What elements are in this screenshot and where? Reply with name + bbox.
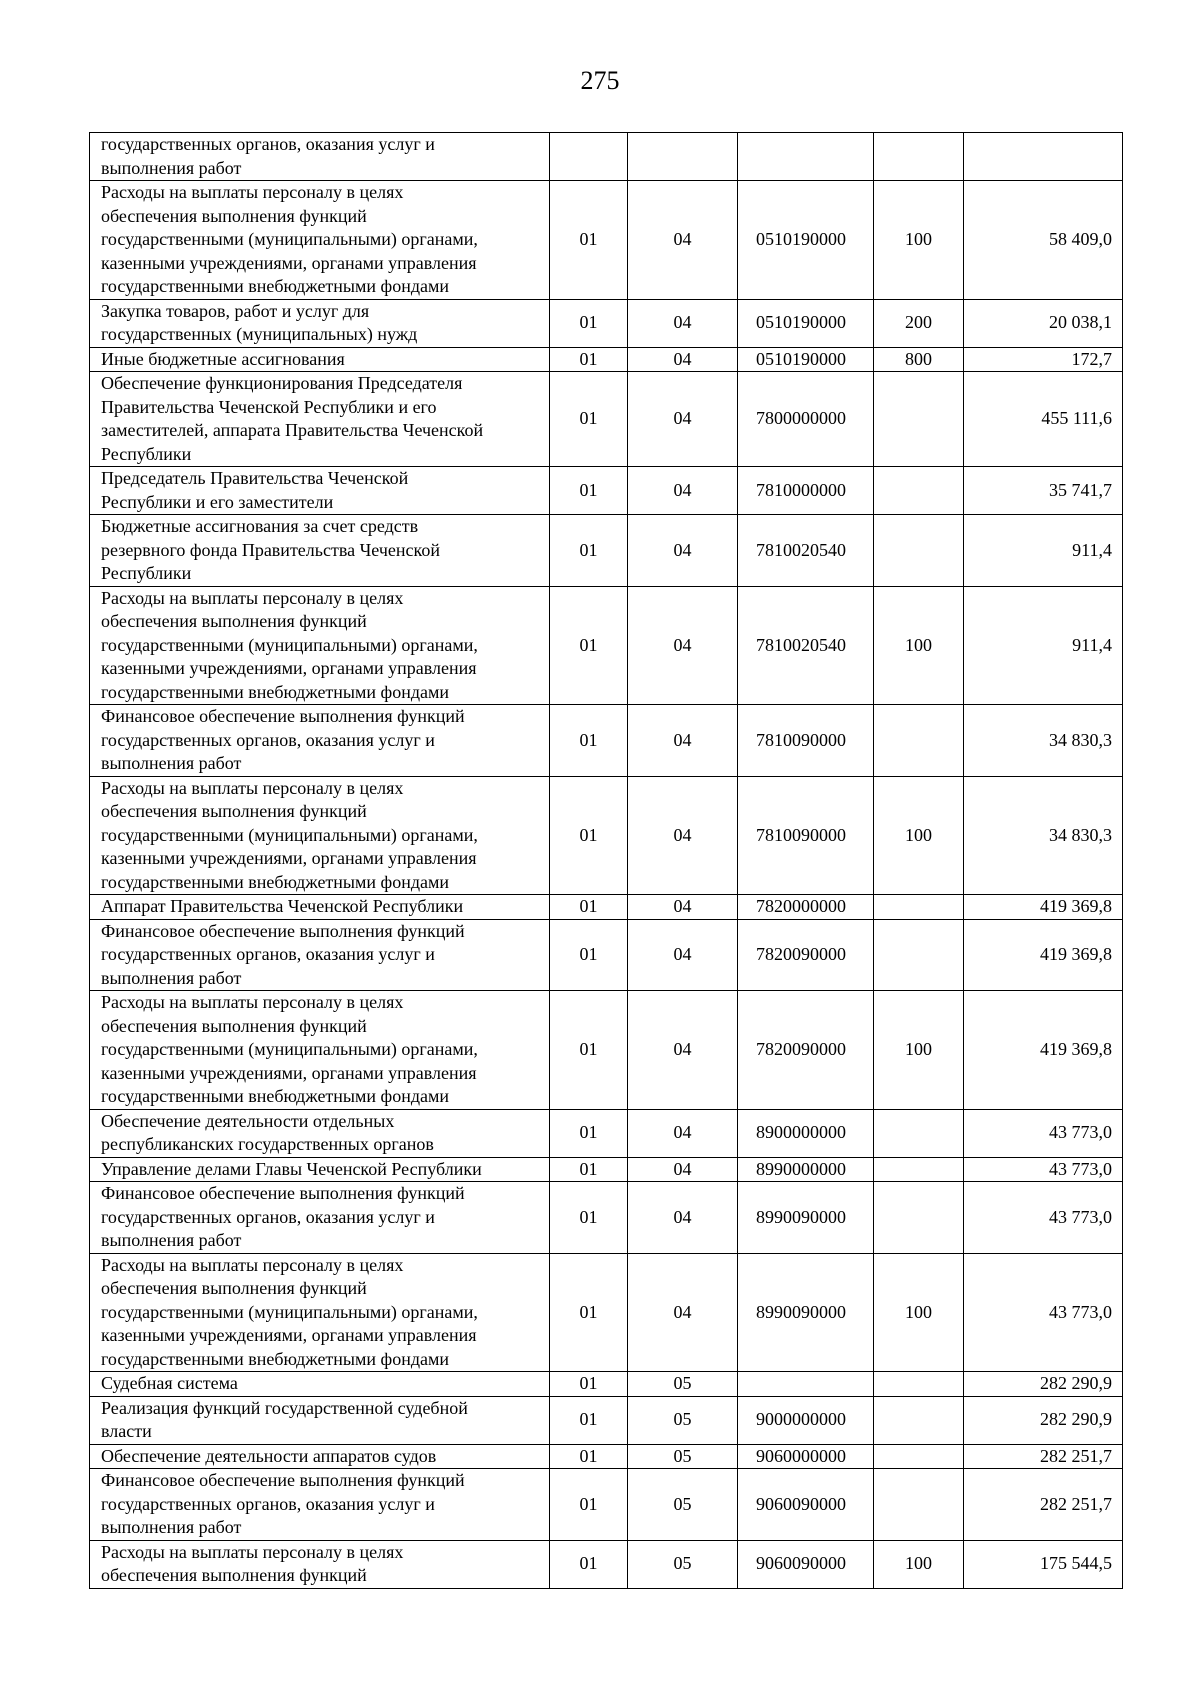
cell-expense-type — [874, 1469, 964, 1541]
cell-subsection: 04 — [628, 919, 738, 991]
cell-target-article: 7820090000 — [738, 991, 874, 1110]
cell-section: 01 — [550, 1444, 628, 1469]
cell-name — [90, 181, 550, 300]
cell-section: 01 — [550, 1182, 628, 1254]
cell-section: 01 — [550, 1253, 628, 1372]
cell-name — [90, 1540, 550, 1588]
cell-name-line: казенными учреждениями, органами управления — [101, 1325, 477, 1345]
cell-name — [90, 1444, 550, 1469]
cell-section: 01 — [550, 1469, 628, 1541]
cell-subsection: 04 — [628, 991, 738, 1110]
cell-subsection: 04 — [628, 181, 738, 300]
cell-name-line: Финансовое обеспечение выполнения функций — [101, 920, 465, 941]
cell-name — [90, 919, 550, 991]
cell-name-line: Правительства Чеченской Республики и его — [101, 396, 437, 417]
cell-subsection: 04 — [628, 299, 738, 347]
cell-target-article: 7810090000 — [738, 776, 874, 895]
cell-subsection: 04 — [628, 1182, 738, 1254]
cell-amount: 175 544,5 — [964, 1540, 1123, 1588]
cell-section: 01 — [550, 1540, 628, 1588]
cell-target-article: 8990090000 — [738, 1253, 874, 1372]
cell-target-article: 7800000000 — [738, 372, 874, 467]
cell-name-line: Бюджетные ассигнования за счет средств — [101, 516, 419, 536]
cell-name-line: Председатель Правительства Чеченской — [101, 468, 409, 488]
cell-name-line: выполнения работ — [101, 1230, 242, 1250]
cell-name — [90, 1372, 550, 1397]
cell-name-line: выполнения работ — [101, 1517, 242, 1537]
table-row — [90, 895, 1123, 920]
cell-name-line: Судебная система — [101, 1373, 238, 1393]
cell-name-line: Финансовое обеспечение выполнения функций — [101, 1470, 465, 1490]
table-row — [90, 133, 1123, 181]
table-row — [90, 1182, 1123, 1254]
table-row — [90, 1540, 1123, 1588]
cell-name-line: государственных органов, оказания услуг и — [101, 944, 435, 964]
cell-name-line: Реализация функций государственной судебной — [101, 1397, 468, 1418]
cell-amount — [964, 133, 1123, 181]
cell-subsection: 05 — [628, 1469, 738, 1541]
cell-name-line: выполнения работ — [101, 753, 242, 773]
cell-name-line: Республики — [101, 443, 192, 464]
cell-amount: 282 290,9 — [964, 1372, 1123, 1397]
cell-target-article: 7810090000 — [738, 705, 874, 777]
cell-name-line: выполнения работ — [101, 157, 242, 178]
table-row — [90, 1396, 1123, 1444]
cell-name-line: выполнения работ — [101, 967, 242, 988]
cell-expense-type: 100 — [874, 776, 964, 895]
cell-name-line: государственными (муниципальными) органами, — [101, 634, 478, 655]
cell-name-line: Расходы на выплаты персоналу в целях — [101, 1254, 404, 1275]
table-row — [90, 299, 1123, 347]
cell-subsection: 04 — [628, 776, 738, 895]
cell-target-article: 8990000000 — [738, 1157, 874, 1182]
cell-name-line: государственными (муниципальными) органами, — [101, 229, 478, 249]
cell-name-line: Расходы на выплаты персоналу в целях — [101, 587, 404, 608]
cell-expense-type: 100 — [874, 1253, 964, 1372]
cell-target-article: 7810000000 — [738, 467, 874, 515]
cell-target-article: 9000000000 — [738, 1396, 874, 1444]
cell-name-line: государственных органов, оказания услуг и — [101, 729, 435, 750]
cell-expense-type — [874, 919, 964, 991]
cell-subsection: 04 — [628, 467, 738, 515]
table-row — [90, 515, 1123, 587]
cell-name — [90, 1182, 550, 1254]
table-row — [90, 1253, 1123, 1372]
cell-expense-type — [874, 467, 964, 515]
cell-name-line: казенными учреждениями, органами управления — [101, 848, 477, 868]
cell-name-line: государственных органов, оказания услуг и — [101, 134, 435, 154]
cell-name — [90, 1157, 550, 1182]
cell-amount: 43 773,0 — [964, 1253, 1123, 1372]
cell-name-line: республиканских государственных органов — [101, 1134, 434, 1154]
table-row — [90, 1109, 1123, 1157]
table-row — [90, 919, 1123, 991]
cell-name-line: Расходы на выплаты персоналу в целях — [101, 992, 404, 1012]
cell-amount: 172,7 — [964, 347, 1123, 372]
cell-section: 01 — [550, 515, 628, 587]
cell-subsection: 04 — [628, 1109, 738, 1157]
cell-subsection: 05 — [628, 1444, 738, 1469]
cell-subsection: 04 — [628, 705, 738, 777]
cell-expense-type — [874, 705, 964, 777]
cell-name-line: Обеспечение деятельности отдельных — [101, 1110, 395, 1131]
cell-name — [90, 1396, 550, 1444]
cell-expense-type: 100 — [874, 181, 964, 300]
cell-name — [90, 895, 550, 920]
table-row — [90, 372, 1123, 467]
cell-amount: 282 251,7 — [964, 1444, 1123, 1469]
table-row — [90, 467, 1123, 515]
cell-name — [90, 705, 550, 777]
cell-name-line: обеспечения выполнения функций — [101, 611, 367, 631]
cell-section: 01 — [550, 1396, 628, 1444]
cell-expense-type — [874, 133, 964, 181]
cell-name-line: обеспечения выполнения функций — [101, 1278, 367, 1298]
cell-section: 01 — [550, 299, 628, 347]
cell-subsection: 04 — [628, 1157, 738, 1182]
cell-name-line: Финансовое обеспечение выполнения функций — [101, 1183, 465, 1203]
cell-amount: 911,4 — [964, 586, 1123, 705]
cell-target-article — [738, 1372, 874, 1397]
cell-name-line: государственными внебюджетными фондами — [101, 871, 450, 892]
cell-amount: 911,4 — [964, 515, 1123, 587]
cell-expense-type — [874, 1372, 964, 1397]
cell-expense-type — [874, 515, 964, 587]
cell-name-line: Расходы на выплаты персоналу в целях — [101, 182, 404, 202]
table-row — [90, 586, 1123, 705]
cell-section: 01 — [550, 919, 628, 991]
table-row — [90, 1372, 1123, 1397]
cell-name-line: государственными внебюджетными фондами — [101, 681, 450, 702]
cell-section: 01 — [550, 705, 628, 777]
cell-target-article: 0510190000 — [738, 181, 874, 300]
budget-table-body — [90, 133, 1123, 1589]
cell-expense-type — [874, 1444, 964, 1469]
cell-name — [90, 991, 550, 1110]
table-row — [90, 1444, 1123, 1469]
cell-name-line: обеспечения выполнения функций — [101, 1015, 367, 1036]
cell-name-line: государственными (муниципальными) органами, — [101, 824, 478, 845]
cell-name — [90, 347, 550, 372]
cell-name-line: государственными (муниципальными) органами, — [101, 1039, 478, 1059]
cell-expense-type: 800 — [874, 347, 964, 372]
cell-subsection: 05 — [628, 1396, 738, 1444]
cell-amount: 34 830,3 — [964, 776, 1123, 895]
cell-amount: 43 773,0 — [964, 1109, 1123, 1157]
cell-subsection: 05 — [628, 1372, 738, 1397]
cell-name-line: Республики и его заместители — [101, 491, 334, 512]
cell-expense-type — [874, 895, 964, 920]
cell-target-article: 7810020540 — [738, 515, 874, 587]
cell-amount: 419 369,8 — [964, 895, 1123, 920]
cell-name-line: казенными учреждениями, органами управления — [101, 1062, 477, 1083]
cell-target-article: 7810020540 — [738, 586, 874, 705]
cell-name-line: Аппарат Правительства Чеченской Республики — [101, 896, 464, 916]
cell-section: 01 — [550, 372, 628, 467]
cell-name-line: Финансовое обеспечение выполнения функций — [101, 706, 465, 726]
cell-section: 01 — [550, 467, 628, 515]
cell-expense-type: 100 — [874, 1540, 964, 1588]
cell-section: 01 — [550, 347, 628, 372]
cell-name-line: государственными внебюджетными фондами — [101, 276, 450, 296]
cell-amount: 58 409,0 — [964, 181, 1123, 300]
cell-name — [90, 299, 550, 347]
cell-expense-type — [874, 372, 964, 467]
cell-subsection — [628, 133, 738, 181]
cell-expense-type: 100 — [874, 991, 964, 1110]
cell-section: 01 — [550, 586, 628, 705]
cell-name-line: Закупка товаров, работ и услуг для — [101, 300, 370, 321]
cell-amount: 43 773,0 — [964, 1182, 1123, 1254]
cell-name — [90, 515, 550, 587]
cell-name-line: государственными внебюджетными фондами — [101, 1348, 450, 1369]
cell-section: 01 — [550, 1372, 628, 1397]
cell-section: 01 — [550, 895, 628, 920]
cell-name-line: Республики — [101, 563, 192, 583]
cell-amount: 43 773,0 — [964, 1157, 1123, 1182]
table-row — [90, 1469, 1123, 1541]
table-row — [90, 705, 1123, 777]
cell-subsection: 04 — [628, 586, 738, 705]
table-row — [90, 347, 1123, 372]
cell-section — [550, 133, 628, 181]
cell-expense-type — [874, 1182, 964, 1254]
cell-amount: 34 830,3 — [964, 705, 1123, 777]
cell-amount: 282 290,9 — [964, 1396, 1123, 1444]
cell-name — [90, 586, 550, 705]
cell-section: 01 — [550, 1157, 628, 1182]
cell-name-line: государственных (муниципальных) нужд — [101, 324, 418, 344]
cell-amount: 419 369,8 — [964, 991, 1123, 1110]
cell-amount: 20 038,1 — [964, 299, 1123, 347]
cell-amount: 455 111,6 — [964, 372, 1123, 467]
cell-name-line: государственных органов, оказания услуг и — [101, 1493, 435, 1514]
cell-name-line: казенными учреждениями, органами управления — [101, 658, 477, 678]
table-row — [90, 181, 1123, 300]
cell-name-line: обеспечения выполнения функций — [101, 205, 367, 226]
cell-name — [90, 467, 550, 515]
cell-name-line: государственными внебюджетными фондами — [101, 1086, 450, 1106]
cell-amount: 35 741,7 — [964, 467, 1123, 515]
cell-name-line: заместителей, аппарата Правительства Чеченской — [101, 420, 484, 440]
cell-target-article: 8990090000 — [738, 1182, 874, 1254]
cell-name — [90, 776, 550, 895]
cell-name — [90, 133, 550, 181]
cell-name-line: казенными учреждениями, органами управления — [101, 252, 477, 273]
cell-subsection: 04 — [628, 347, 738, 372]
cell-name-line: государственных органов, оказания услуг и — [101, 1206, 435, 1227]
cell-name-line: Расходы на выплаты персоналу в целях — [101, 777, 404, 798]
table-row — [90, 776, 1123, 895]
cell-expense-type — [874, 1157, 964, 1182]
cell-subsection: 04 — [628, 372, 738, 467]
cell-target-article: 9060090000 — [738, 1540, 874, 1588]
table-row — [90, 1157, 1123, 1182]
page-number: 275 — [580, 66, 620, 95]
cell-section: 01 — [550, 1109, 628, 1157]
cell-target-article: 7820090000 — [738, 919, 874, 991]
cell-target-article: 8900000000 — [738, 1109, 874, 1157]
cell-expense-type: 200 — [874, 299, 964, 347]
cell-name-line: Обеспечение деятельности аппаратов судов — [101, 1445, 437, 1466]
cell-name — [90, 1469, 550, 1541]
cell-expense-type: 100 — [874, 586, 964, 705]
cell-target-article — [738, 133, 874, 181]
cell-subsection: 04 — [628, 515, 738, 587]
cell-amount: 419 369,8 — [964, 919, 1123, 991]
cell-name — [90, 372, 550, 467]
cell-amount: 282 251,7 — [964, 1469, 1123, 1541]
cell-name-line: Иные бюджетные ассигнования — [101, 348, 345, 369]
cell-target-article: 0510190000 — [738, 347, 874, 372]
cell-subsection: 05 — [628, 1540, 738, 1588]
table-row — [90, 991, 1123, 1110]
cell-target-article: 9060000000 — [738, 1444, 874, 1469]
cell-name-line: резервного фонда Правительства Чеченской — [101, 539, 440, 560]
cell-name-line: Управление делами Главы Чеченской Республики — [101, 1158, 482, 1179]
cell-section: 01 — [550, 181, 628, 300]
cell-name-line: обеспечения выполнения функций — [101, 801, 367, 821]
cell-section: 01 — [550, 991, 628, 1110]
cell-name-line: Обеспечение функционирования Председателя — [101, 373, 463, 393]
cell-target-article: 7820000000 — [738, 895, 874, 920]
cell-name-line: государственными (муниципальными) органами, — [101, 1301, 478, 1322]
cell-name-line: Расходы на выплаты персоналу в целях — [101, 1541, 404, 1562]
cell-subsection: 04 — [628, 1253, 738, 1372]
budget-table — [89, 132, 1123, 1589]
cell-target-article: 0510190000 — [738, 299, 874, 347]
cell-name — [90, 1109, 550, 1157]
cell-name — [90, 1253, 550, 1372]
cell-expense-type — [874, 1109, 964, 1157]
cell-name-line: обеспечения выполнения функций — [101, 1565, 367, 1585]
cell-target-article: 9060090000 — [738, 1469, 874, 1541]
cell-section: 01 — [550, 776, 628, 895]
cell-expense-type — [874, 1396, 964, 1444]
cell-name-line: власти — [101, 1421, 152, 1441]
cell-subsection: 04 — [628, 895, 738, 920]
